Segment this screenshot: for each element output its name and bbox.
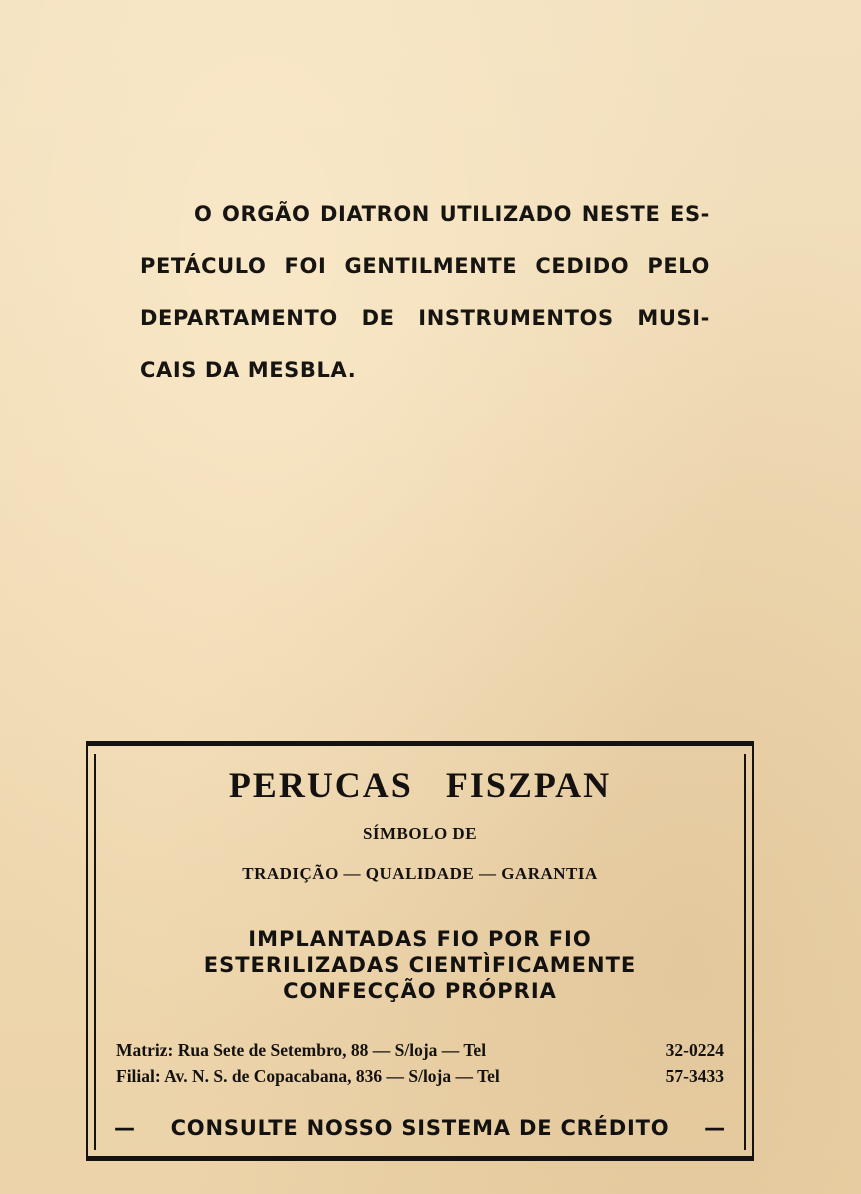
ad-address-branch-phone: 57-3433 (665, 1066, 724, 1086)
ad-features (88, 926, 752, 1004)
mesbla-credit-notice (140, 188, 710, 396)
ad-address-branch-label: Filial: Av. N. S. de Copacabana, 836 — S/loja — Tel (116, 1066, 500, 1086)
perucas-fiszpan-advertisement (86, 741, 754, 1161)
notice-line-4: CAIS DA MESBLA. (140, 358, 357, 382)
credit-text: CONSULTE NOSSO SISTEMA DE CRÉDITO (170, 1116, 670, 1140)
ad-feature-2: ESTERILIZADAS CIENTÌFICAMENTE (203, 953, 637, 977)
ad-address-branch (116, 1066, 724, 1087)
notice-line-3: DEPARTAMENTO DE INSTRUMENTOS MUSI- (140, 306, 710, 330)
ad-credit-line (114, 1116, 726, 1140)
credit-dash-right: — (704, 1116, 726, 1140)
ad-brand-name: PERUCAS FISZPAN (228, 765, 612, 805)
notice-line-2: PETÁCULO FOI GENTILMENTE CEDIDO PELO (140, 254, 710, 278)
notice-line-1: O ORGÃO DIATRON UTILIZADO NESTE ES- (194, 202, 710, 226)
ad-feature-1: IMPLANTADAS FIO POR FIO (248, 927, 592, 951)
ad-address-main-phone: 32-0224 (665, 1040, 724, 1060)
credit-dash-left: — (114, 1116, 136, 1140)
ad-symbol-line: SÍMBOLO DE (362, 824, 478, 843)
ad-address-main-label: Matriz: Rua Sete de Setembro, 88 — S/loja — Tel (116, 1040, 487, 1060)
ad-feature-3: CONFECÇÃO PRÓPRIA (283, 979, 557, 1003)
ad-address-main (116, 1040, 724, 1061)
ad-tradition-line: TRADIÇÃO — QUALIDADE — GARANTIA (242, 864, 598, 883)
